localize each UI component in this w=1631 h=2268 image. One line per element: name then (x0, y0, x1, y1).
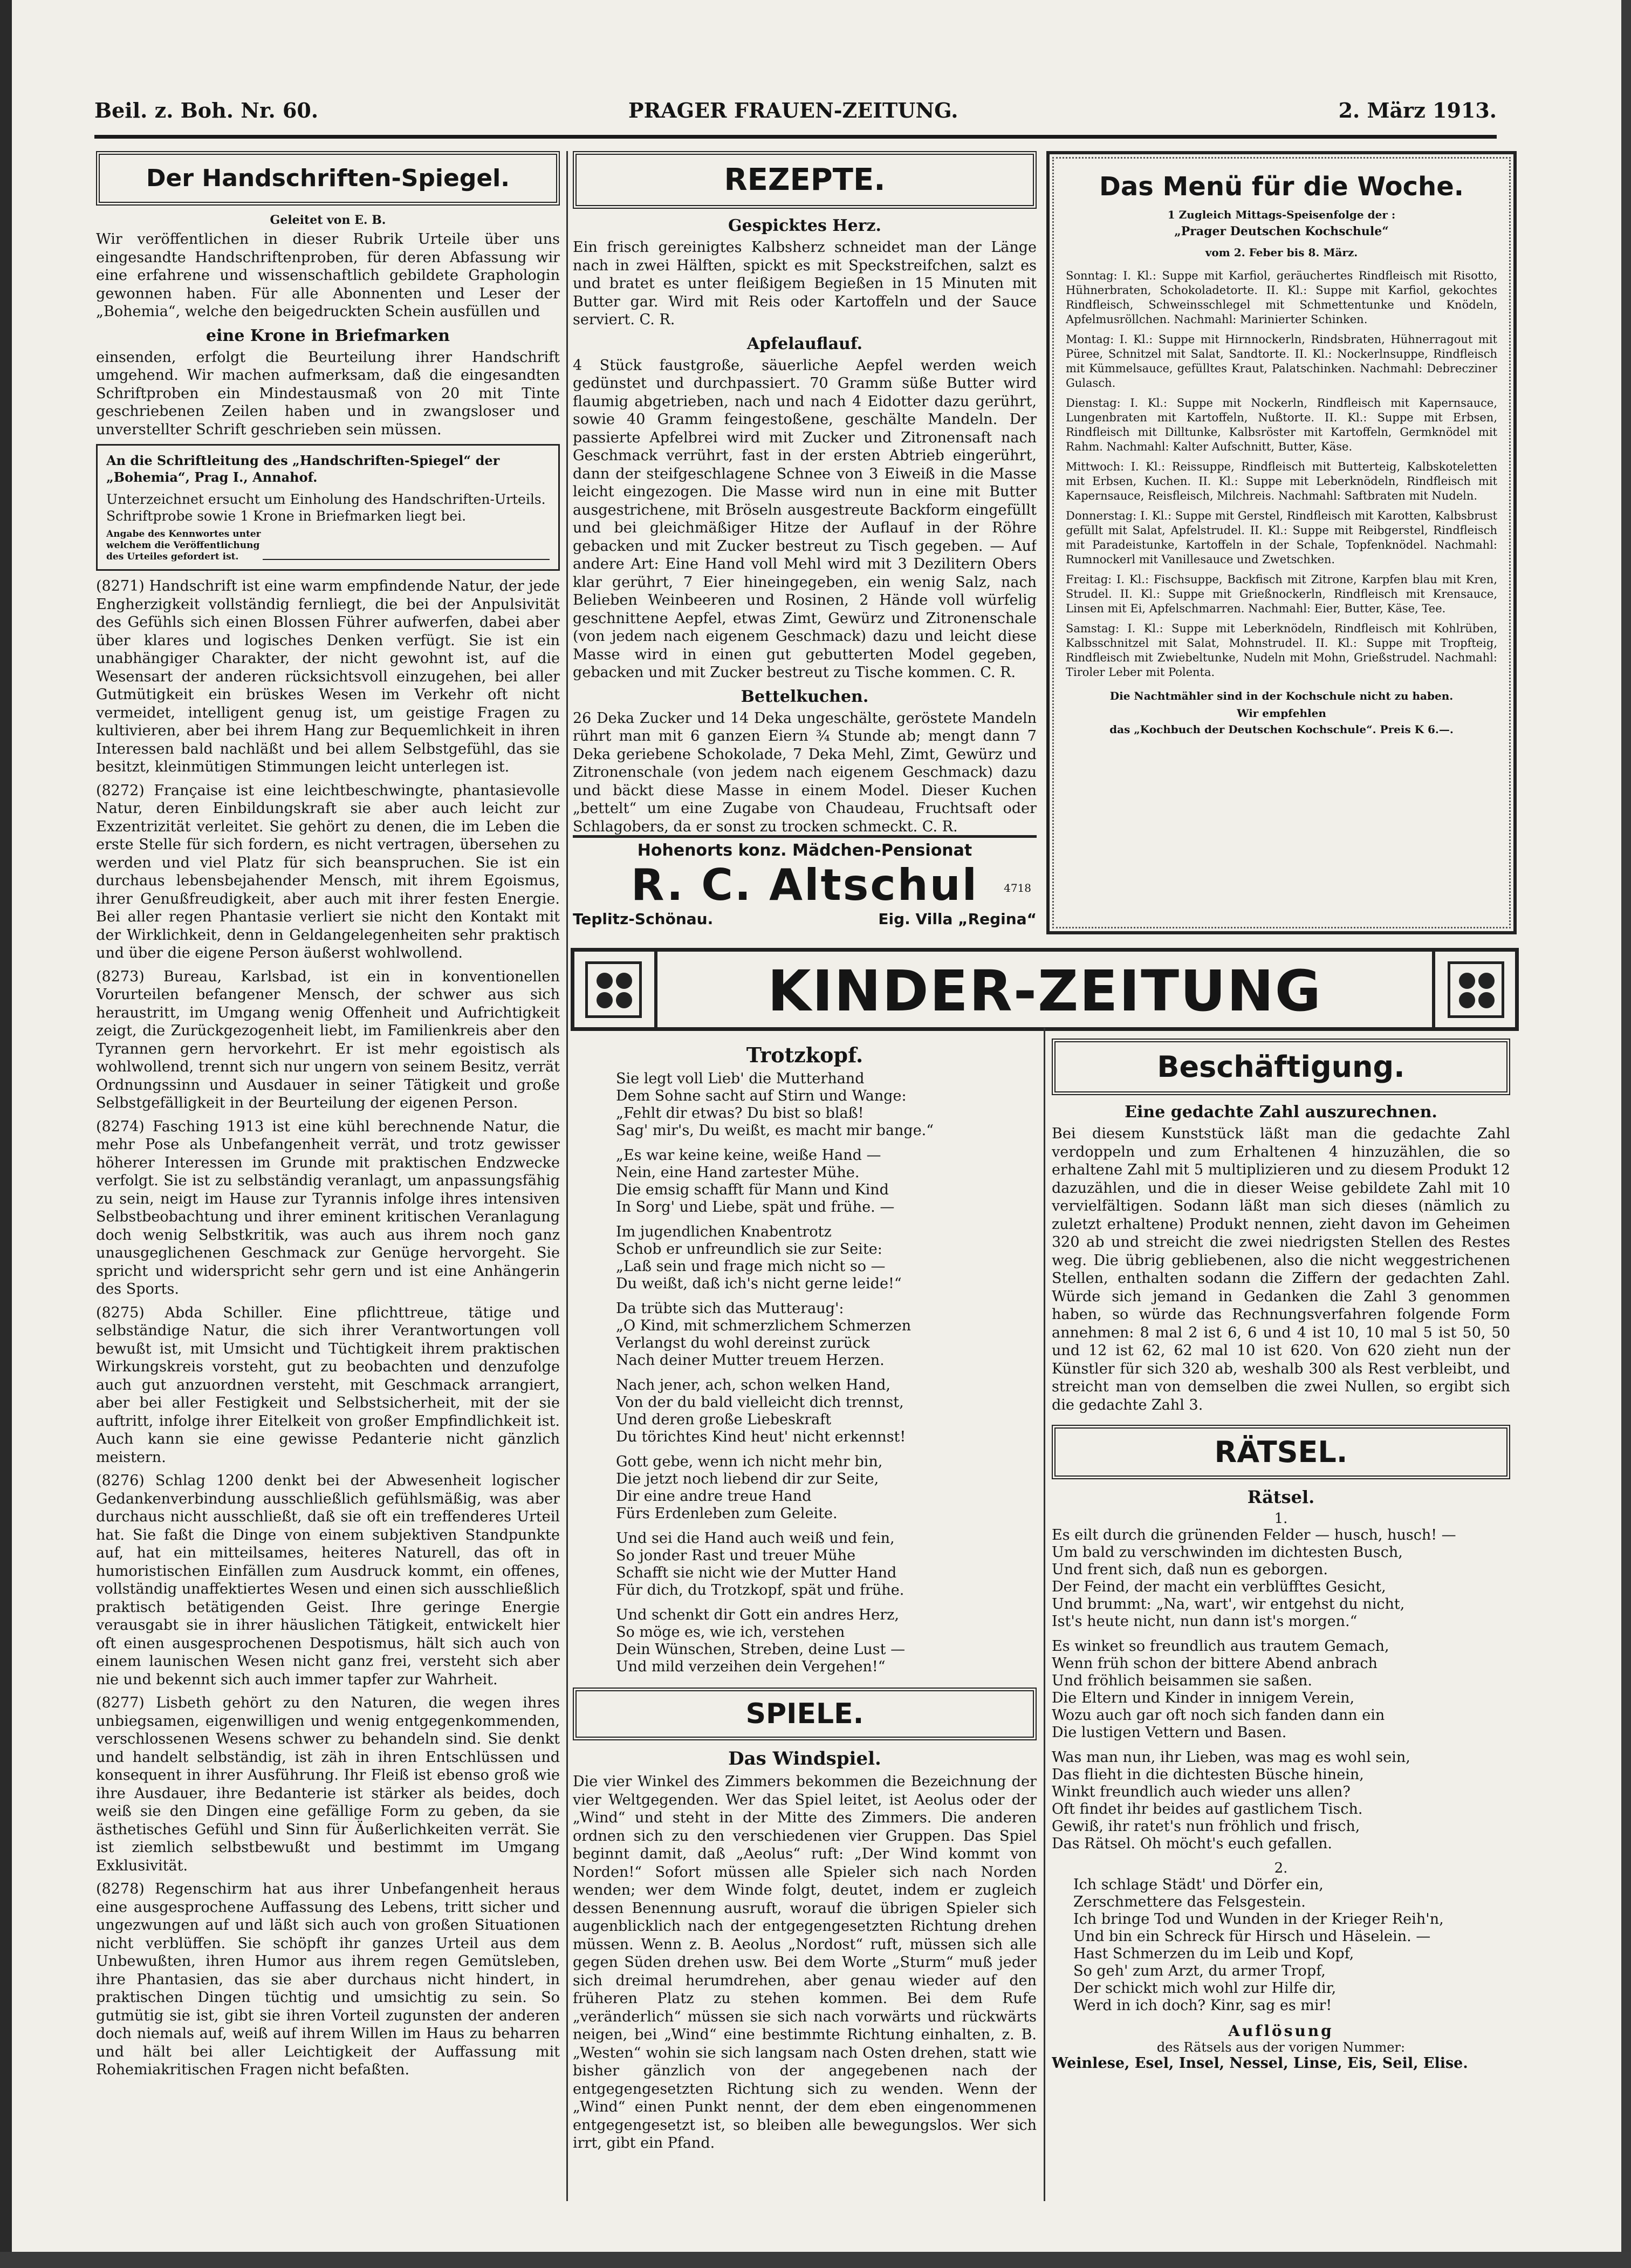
raetsel-line: Was man nun, ihr Lieben, was mag es wohl sein, (1052, 1749, 1410, 1766)
menu-title: Das Menü für die Woche. (1099, 172, 1464, 202)
menu-note: Die Nachtmähler sind in der Kochschule nicht zu haben. (1109, 689, 1454, 702)
poem-line: Und schenkt dir Gott ein andres Herz, (616, 1607, 899, 1623)
menu-thursday: Donnerstag: I. Kl.: Suppe mit Gerstel, Rindfleisch mit Karotten, Kalbsbrust gefüllt mit Salat, Apfelstrudel. II. Kl.: Suppe mit Reibgerstel, Rindfleisch mit Paradeistunke, Kartoffeln in der Schale, Topfenknödel. Nachmahl: Rumnockerl mit Vanillesauce und Zwetschken. (1066, 509, 1497, 566)
poem-line: Sag' mir's, Du weißt, es macht mir bange.“ (616, 1122, 934, 1139)
scan-edge-bottom (0, 2252, 1631, 2268)
raetsel-number-2: 2. (1274, 1860, 1288, 1876)
menu-tuesday: Dienstag: I. Kl.: Suppe mit Nockerln, Rindfleisch mit Kapernsauce, Lungenbraten mit Kartoffeln, Nußtorte. II. Kl.: Suppe mit Erbsen, Rindfleisch mit Dilltunke, Kalbsröster mit Kartoffeln, Germknödel mit Rahm. Nachmahl: Kalter Aufschnitt, Butter, Käse. (1066, 397, 1497, 453)
poem-line: Dem Sohne sacht auf Stirn und Wange: (616, 1088, 907, 1104)
raetsel-1 (1052, 1527, 1510, 1853)
raetsel-line: Zerschmettere das Felsgestein. (1073, 1894, 1306, 1910)
header-rule (94, 135, 1497, 139)
poem-line: Gott gebe, wenn ich nicht mehr bin, (616, 1453, 883, 1470)
menu-cookbook: das „Kochbuch der Deutschen Kochschule“. Preis K 6.—. (1109, 723, 1454, 736)
kinder-zeitung-title: KINDER-ZEITUNG (767, 958, 1322, 1024)
raetsel-stanza (1052, 1749, 1510, 1853)
recipe-name-3: Bettelkuchen. (741, 687, 869, 706)
order-coupon (96, 444, 560, 571)
poem-stanza (616, 1147, 1037, 1216)
menu-period: vom 2. Feber bis 8. März. (1205, 246, 1358, 259)
raetsel-line: Ich schlage Städt' und Dörfer ein, (1073, 1876, 1324, 1893)
raetsel-line: Gewiß, ihr ratet's nun fröhlich und frisch, (1052, 1818, 1360, 1835)
handschrift-column (96, 151, 560, 2201)
raetsel-line: So geh' zum Arzt, du armer Tropf, (1073, 1963, 1326, 1979)
raetsel-line: Wozu auch gar oft noch sich fanden dann ein (1052, 1707, 1385, 1724)
poem-line: Verlangst du wohl dereinst zurück (616, 1335, 870, 1351)
raetsel-line: Und fröhlich beisammen sie saßen. (1052, 1672, 1312, 1689)
game-name: Das Windspiel. (728, 1748, 881, 1770)
recipe-text-2: 4 Stück faustgroße, säuerliche Aepfel werden weich gedünstet und durchpassiert. 70 Gramm süße Butter wird flaumig abgetrieben, nach und nach 4 Eidotter dazu gerührt, sowie 40 Gramm feingestoßene, geschälte Mandeln. Der passierte Apfelbrei wird mit Zucker und Zitronensaft nach Geschmack verrührt, fast in der ersten Abtrieb eingerührt, dann der steifgeschlagene Schnee von 3 Eiweiß in die Masse leicht eingezogen. Die Masse wird nun in eine mit Butter ausgestrichene, mit Bröseln ausgestreute Backform eingefüllt und bei gleichmäßiger Hitze der Auflauf in der Röhre gebacken und mit Zucker bestreut zu Tisch gegeben. — Auf andere Art: Eine Hand voll Mehl wird mit 3 Dezilitern Obers klar gerührt, 7 Eier hineingegeben, ein wenig Salz, nach Belieben Weinbeeren und Rosinen, 2 Hände voll würfelig geschnittene Aepfel, etwas Zimt, Gewürz und Zitronenschale (von jedem nach eigenem Geschmack) dazu und leicht diese Masse wird in einen gut gebutterten Model gegeben, gebacken und mit Zucker bestreut zu Tische kommen. C. R. (573, 357, 1037, 681)
kinder-zeitung-banner (571, 948, 1519, 1031)
beschaeftigung-subtitle: Eine gedachte Zahl auszurechnen. (1125, 1103, 1437, 1122)
poem-line: Die jetzt noch liebend dir zur Seite, (616, 1471, 879, 1487)
poem-line: In Sorg' und Liebe, spät und frühe. — (616, 1199, 895, 1215)
raetsel-line: Und bin ein Schreck für Hirsch und Häselein. — (1073, 1928, 1431, 1945)
menu-recommend: Wir empfehlen (1237, 707, 1326, 720)
column-rule-1 (566, 151, 568, 2201)
raetsel-line: Und brummt: „Na, wart', wir entgehst du nicht, (1052, 1596, 1405, 1613)
ornament-right-icon (1448, 961, 1504, 1018)
poem-line: Nach jener, ach, schon welken Hand, (616, 1377, 890, 1393)
game-text: Die vier Winkel des Zimmers bekommen die Bezeichnung der vier Weltgegenden. Wer das Spiel leitet, ist Aeolus oder der „Wind“ und steht in der Mitte des Zimmers. Die anderen ordnen sich zu den verschiedenen vier Gruppen. Das Spiel beginnt damit, daß „Aeolus“ ruft: „Der Wind kommt von Norden!“ Sofort müssen alle Spieler sich nach Norden wenden; wer dem Winde folgt, deutet, indem er zugleich dessen Benennung ausruft, worauf die übrigen Spieler sich augenblicklich nach der entgegengesetzten Richtung drehen müssen. Wenn z. B. Aeolus „Nordost“ ruft, müssen sich alle gegen Süden drehen usw. Bei dem Worte „Sturm“ muß jeder sich dreimal herumdrehen, aber genau wieder auf den früheren Platz zu stehen kommen. Bei dem Rufe „veränderlich“ müssen sie sich nach vorwärts und rückwärts neigen, bei „Wind“ eine bestimmte Richtung einhalten, z. B. „Westen“ wohin sie sich langsam nach Osten drehen, statt wie bisher gänzlich von der angegebenen nach der entgegengesetzten Richtung sich zu wenden. Wenn der „Wind“ einen Punkt nennt, der dem eben eingenommenen entgegengesetzt ist, so bleiben alle bewegungslos. Wer sich irrt, gibt ein Pfand. (573, 1773, 1037, 2151)
ad-company-name: R. C. Altschul (631, 860, 979, 910)
poem-stanza (616, 1300, 1037, 1369)
rezepte-section (573, 151, 1037, 842)
raetsel-line: Die Eltern und Kinder in innigem Verein, (1052, 1690, 1355, 1706)
poem-line: „Laß sein und frage mich nicht so — (616, 1258, 886, 1275)
beschaeftigung-title: Beschäftigung. (1052, 1039, 1510, 1095)
raetsel-line: Werd in ich doch? Kinr, sag es mir! (1073, 1997, 1332, 2014)
poem-line: „O Kind, mit schmerzlichem Schmerzen (616, 1317, 912, 1334)
poem-title: Trotzkopf. (746, 1043, 864, 1067)
raetsel-line: Der schickt mich wohl zur Hilfe dir, (1073, 1980, 1337, 1997)
raetsel-line: Es eilt durch die grünenden Felder — husch, husch! — (1052, 1527, 1456, 1543)
poem-trotzkopf (573, 1070, 1037, 1676)
raetsel-2 (1052, 1876, 1510, 2014)
ornament-left-icon (585, 961, 642, 1018)
header-issue: Beil. z. Boh. Nr. 60. (94, 98, 319, 122)
scan-edge-right (1621, 0, 1631, 2268)
poem-stanza (616, 1070, 1037, 1139)
raetsel-line: Der Feind, der macht ein verblüfftes Gesicht, (1052, 1579, 1386, 1595)
poem-line: „Fehlt dir etwas? Du bist so blaß! (616, 1105, 864, 1122)
handschrift-subtitle: Geleitet von E. B. (270, 213, 386, 227)
poem-line: Und deren große Liebeskraft (616, 1411, 832, 1428)
raetsel-line: Oft findet ihr beides auf gastlichem Tisch. (1052, 1801, 1363, 1818)
poem-line: Dein Wünschen, Streben, deine Lust — (616, 1641, 906, 1658)
poem-line: Dir eine andre treue Hand (616, 1488, 812, 1505)
poem-line: Sie legt voll Lieb' die Mutterhand (616, 1070, 865, 1087)
recipe-name-2: Apfelauflauf. (746, 334, 863, 353)
poem-line: Da trübte sich das Mutteraug': (616, 1300, 844, 1317)
poem-line: Im jugendlichen Knabentrotz (616, 1224, 832, 1240)
recipe-text-1: Ein frisch gereinigtes Kalbsherz schneidet man der Länge nach in zwei Hälften, spickt es mit Speckstreifchen, salzt es und bratet es unter fleißigem Begießen in 15 Minuten mit Butter gar. Wird mit Reis oder Kartoffeln und der Sauce serviert. C. R. (573, 239, 1037, 328)
raetsel-line: Und frent sich, daß nun es geborgen. (1052, 1561, 1328, 1578)
entry-8272: (8272) Française ist eine leichtbeschwingte, phantasievolle Natur, deren Einbildungskraft sie aber auch leicht zur Exzentrizität verleitet. Sie gehört zu denen, die im Leben die erste Stelle für sich fordern, es nicht vertragen, übersehen zu werden und viel Platz für sich beanspruchen. Sie ist ein durchaus lebensbejahender Mensch, mit ihrem Egoismus, ihrer Genußfreudigkeit, aber auch mit ihrer festen Energie. Bei aller regen Phantasie verliert sie nicht den Kontakt mit der Wirklichkeit, denn in Geldangelegenheiten sehr praktisch und über die eigene Person äußerst wohlwollend. (96, 782, 560, 961)
coupon-field-label: Angabe des Kennwortes unter welchem die Veröffentlichung des Urteiles gefordert ist. (106, 529, 261, 562)
raetsel-line: Das Rätsel. Oh möcht's euch gefallen. (1052, 1835, 1332, 1852)
coupon-field-line (263, 532, 550, 560)
coupon-text: Unterzeichnet ersucht um Einholung des Handschriften-Urteils. Schriftprobe sowie 1 Krone in Briefmarken liegt bei. (106, 491, 546, 524)
menu-friday: Freitag: I. Kl.: Fischsuppe, Backfisch mit Zitrone, Karpfen blau mit Kren, Strudel. II. Kl.: Suppe mit Grießnockerln, Rindfleisch mit Krensauce, Linsen mit Ei, Apfelschmarren. Nachmahl: Eier, Butter, Käse, Tee. (1066, 573, 1497, 615)
entry-8271: (8271) Handschrift ist eine warm empfindende Natur, der jede Engherzigkeit vollständig fernliegt, die bei der Anpulsivität des Gefühls sich einen Blossen Führer aufwerfen, dabei aber über klares und logisches Denken verfügt. Sie ist ein unabhängiger Charakter, der nicht gewohnt ist, auf die Wesensart der anderen rücksichtsvoll einzugehen, bei aller Gutmütigkeit ein brüskes Wesen im Verkehr oft nicht vermeidet, intelligent genug ist, um geistige Fragen zu kultivieren, aber bei ihrem Hang zur Bequemlichkeit in ihren Interessen bald nachläßt und bei allem Selbstgefühl, das sie besitzt, kleinmütigen Stimmungen leicht unterlegen ist. (96, 578, 560, 775)
kinder-left-column (573, 1039, 1037, 2198)
handschrift-title: Der Handschriften-Spiegel. (96, 151, 560, 206)
beschaeftigung-text: Bei diesem Kunststück läßt man die gedachte Zahl verdoppeln und zum Erhaltenen 4 hinzuzählen, die so erhaltene Zahl mit 5 multiplizieren und zu diesem Produkt 12 dazuzählen, und die in dieser Weise gebildete Zahl mit 10 vervielfältigen. Sodann läßt man sich dieses (nämlich zu zuletzt erhaltene) Produkt nennen, zieht davon im Geheimen 320 ab und streicht die zwei niedrigsten Stellen des Restes weg. Die übrig gebliebenen, also die nicht weggestrichenen Stellen, enthalten sodann die Ziffern der gedachten Zahl. Würde sich jemand in Gedanken die Zahl 3 genommen haben, so würde das Rechnungsverfahren folgende Form annehmen: 8 mal 2 ist 6, 6 und 4 ist 10, 10 mal 5 ist 50, 50 und 12 ist 62, 62 mal 10 ist 620. Von 620 zieht nun der Künstler für sich 320 ab, weshalb 300 als Rest verbleibt, und streicht man von demselben die zwei Nullen, so ergibt sich die gedachte Zahl 3. (1052, 1125, 1510, 1413)
scan-edge-left (0, 0, 12, 2268)
poem-line: Schafft sie nicht wie der Mutter Hand (616, 1565, 897, 1581)
entry-8273: (8273) Bureau, Karlsbad, ist ein in konventionellen Vorurteilen befangener Mensch, der schwer aus sich heraustritt, im Umgang wenig Offenheit und Aufrichtigkeit zeigt, die Zurückgezogenheit liebt, im Familienkreis aber den Tyrannen gern hervorkehrt. Er ist mehr egoistisch als wohlwollend, trennt sich nur ungern von seinem Besitz, verrät Ordnungssinn und Ausdauer in seiner Tätigkeit und große Selbstgefälligkeit in der Beurteilung der eigenen Person. (96, 968, 560, 1111)
poem-stanza (616, 1377, 1037, 1446)
poem-stanza (616, 1453, 1037, 1522)
handschrift-krone: eine Krone in Briefmarken (206, 326, 450, 345)
poem-stanza (616, 1530, 1037, 1599)
poem-line: Und sei die Hand auch weiß und fein, (616, 1530, 895, 1547)
entry-8274: (8274) Fasching 1913 ist eine kühl berechnende Natur, die mehr Pose als Unbefangenheit verrät, und trotz gewisser höherer Interessen im Grunde mit praktischen Endzwecke verfolgt. Sie ist zu selbständig veranlagt, um anpassungsfähig zu sein, neigt im Hause zur Tyrannis infolge ihres intensiven Selbstbeobachtung und ihrer eminent kritischen Veranlagung doch wenig Selbstkritik, was auch aus ihrem noch ganz unausgeglichenen Geschmack zur Genüge hervorgeht. Sie spricht und widerspricht sehr gern und ist eine Anhängerin des Sports. (96, 1118, 560, 1297)
ad-number: 4718 (1004, 882, 1031, 894)
column-rule-2 (1044, 1028, 1045, 2201)
poem-stanza (616, 1224, 1037, 1293)
poem-line: Nein, eine Hand zartester Mühe. (616, 1164, 860, 1181)
poem-line: Von der du bald vielleicht dich trennst, (616, 1394, 904, 1411)
raetsel-title: RÄTSEL. (1052, 1425, 1510, 1479)
recipe-name-1: Gespicktes Herz. (728, 216, 882, 235)
handschrift-intro2: einsenden, erfolgt die Beurteilung ihrer Handschrift umgehend. Wir machen aufmerksam, daß die eingesandten Schriftproben ein Mindestausmaß von 20 mit Tinte geschriebenen Zeilen haben und in zwangsloser und unverstellter Schrift geschrieben sein müssen. (96, 349, 560, 438)
poem-line: „Es war keine keine, weiße Hand — (616, 1147, 881, 1164)
coupon-field-row (106, 529, 550, 563)
menu-sunday: Sonntag: I. Kl.: Suppe mit Karfiol, geräuchertes Rindfleisch mit Risotto, Hühnerbraten, Schokoladetorte. II. Kl.: Suppe mit Karfiol, gekochtes Rindfleisch, Schweinsschlegel mit Schmettentunke und Knödeln, Apfelmusröllchen. Nachmahl: Marinierter Schinken. (1066, 269, 1497, 326)
poem-line: Du törichtes Kind heut' nicht erkennst! (616, 1429, 906, 1445)
entry-8276: (8276) Schlag 1200 denkt bei der Abwesenheit logischer Gedankenverbindung ausschließlich gefühlsmäßig, was aber durchaus nicht ausschließt, daß sie oft ein treffenderes Urteil hat. Sie faßt die Dinge von einem subjektiven Standpunkte auf, hat ein mitteilsames, heiteres Naturell, das oft in humoristischen Einfällen zum Ausdruck kommt, ein offenes, vollständig unaffektiertes Wesen und einen sich ausschließlich praktisch betätigenden Geist. Ihre geringe Energie verausgabt sie in ihrer häuslichen Tätigkeit, entwickelt hier oft einen ausgesprochenen Despotismus, hält sich auch von einem launischen Wesen nicht ganz frei, versteht sich aber nie und bekennt sich auch immer tapfer zur Wahrheit. (96, 1472, 560, 1688)
poem-line: Und mild verzeihen dein Vergehen!“ (616, 1658, 886, 1675)
poem-line: So möge es, wie ich, verstehen (616, 1624, 845, 1641)
poem-line: Die emsig schafft für Mann und Kind (616, 1181, 889, 1198)
raetsel-stanza (1052, 1638, 1510, 1741)
header-newspaper-title: PRAGER FRAUEN-ZEITUNG. (628, 98, 958, 122)
raetsel-line: Es winket so freundlich aus trautem Gemach, (1052, 1638, 1389, 1655)
menu-box (1046, 151, 1517, 934)
menu-saturday: Samstag: I. Kl.: Suppe mit Leberknödeln, Rindfleisch mit Kohlrüben, Kalbsschnitzel mit Salat, Mohnstrudel. II. Kl.: Suppe mit Tropfteig, Rindfleisch mit Zwiebeltunke, Nudeln mit Mohn, Grießstrudel. Nachmahl: Tiroler Leber mit Polenta. (1066, 622, 1497, 679)
raetsel-line: Winkt freundlich auch wieder uns allen? (1052, 1784, 1351, 1800)
ad-line1: Hohenorts konz. Mädchen-Pensionat (637, 841, 972, 860)
raetsel-line: Hast Schmerzen du im Leib und Kopf, (1073, 1945, 1354, 1962)
header-date: 2. März 1913. (1338, 98, 1497, 122)
page-header (94, 98, 1497, 131)
poem-line: Du weißt, daß ich's nicht gerne leide!“ (616, 1275, 902, 1292)
solution-subtitle: des Rätsels aus der vorigen Nummer: (1156, 2040, 1406, 2055)
solution-title: Auflösung (1228, 2022, 1334, 2040)
raetsel-line: Ist's heute nicht, nun dann ist's morgen.“ (1052, 1613, 1358, 1630)
raetsel-line: Die lustigen Vettern und Basen. (1052, 1724, 1287, 1741)
entry-8275: (8275) Abda Schiller. Eine pflichttreue, tätige und selbständige Natur, die sich ihrer Verantwortungen voll bewußt ist, mit Umsicht und Tüchtigkeit ihrem praktischen Wirkungskreis vorsteht, gut zu beobachten und denzufolge auch gut anzuordnen versteht, mit Geschmack arrangiert, aber bei aller Festigkeit und Selbstsicherheit, mit der sie auftritt, infolge ihrer Eitelkeit von großer Empfindlichkeit ist. Auch kann sie eine gewisse Pedanterie nicht gänzlich meistern. (96, 1304, 560, 1466)
kinder-right-column (1052, 1039, 1510, 2198)
raetsel-line: Wenn früh schon der bittere Abend anbrach (1052, 1655, 1378, 1672)
menu-wednesday: Mittwoch: I. Kl.: Reissuppe, Rindfleisch mit Butterteig, Kalbskoteletten mit Erbsen, Kuchen. II. Kl.: Suppe mit Leberknödeln, Rindfleisch mit Kapernsauce, Reisfleisch, Milchreis. Nachmahl: Saftbraten mit Nudeln. (1066, 460, 1497, 502)
entry-8278: (8278) Regenschirm hat aus ihrer Unbefangenheit heraus eine ausgesprochene Auffassung des Lebens, tritt sicher und ungezwungen auf und läßt sich auch von großen Situationen nicht verblüffen. Sie schöpft ihr ganzes Urteil aus dem Unbewußten, ihren Humor aus ihrem regen Gemütsleben, ihre Phantasien, das sie aber durchaus nicht hindert, in praktischen Dingen tüchtig und umsichtig zu sein. So gutmütig sie ist, gibt sie ihren Vorteil zugunsten der anderen doch niemals auf, weiß auf ihrem Willen im Haus zu beharren und hält bei aller Leichtigkeit der Auffassung mit Rohemiakritischen Fragen nicht befaßten. (96, 1881, 560, 2078)
advertisement (573, 835, 1037, 935)
rezepte-title: REZEPTE. (573, 151, 1037, 209)
menu-sub1: 1 Zugleich Mittags-Speisenfolge der : (1167, 208, 1396, 221)
poem-line: Fürs Erdenleben zum Geleite. (616, 1505, 838, 1522)
menu-sub2: „Prager Deutschen Kochschule“ (1174, 224, 1389, 238)
menu-monday: Montag: I. Kl.: Suppe mit Hirnnockerln, Rindsbraten, Hühnerragout mit Püree, Schnitzel mit Salat, Sandtorte. II. Kl.: Nockerlnsuppe, Rindfleisch mit Kümmelsauce, gefülltes Kraut, Palatschinken. Nachmahl: Debrecziner Gulasch. (1066, 333, 1497, 390)
raetsel-stanza (1052, 1527, 1510, 1630)
raetsel-line: Das flieht in die dichtesten Büsche hinein, (1052, 1766, 1364, 1783)
poem-line: Nach deiner Mutter treuem Herzen. (616, 1352, 885, 1369)
recipe-text-3: 26 Deka Zucker und 14 Deka ungeschälte, geröstete Mandeln rührt man mit 6 ganzen Eiern ¾ Stunde ab; mengt dann 7 Deka geriebene Schokolade, 7 Deka Mehl, Zimt, Gewürz und Zitronenschale (von jedem nach eigenem Geschmack) dazu und bäckt diese Masse in einem Model. Dieser Kuchen „bettelt“ um eine Zugabe von Chaudeau, Fruchtsaft oder Schlagobers, da er sonst zu trocken schmeckt. C. R. (573, 709, 1037, 835)
raetsel-number-1: 1. (1274, 1511, 1288, 1527)
poem-line: So jonder Rast und treuer Mühe (616, 1547, 856, 1564)
spiele-title: SPIELE. (573, 1688, 1037, 1740)
coupon-address: An die Schriftleitung des „Handschriften-Spiegel“ der „Bohemia“, Prag I., Annahof. (106, 453, 500, 485)
poem-stanza (616, 1607, 1037, 1676)
raetsel-line: Ich bringe Tod und Wunden in der Krieger Reih'n, (1073, 1911, 1444, 1928)
poem-line: Für dich, du Trotzkopf, spät und frühe. (616, 1582, 904, 1598)
ad-town: Teplitz-Schönau. (573, 910, 714, 928)
handschrift-intro: Wir veröffentlichen in dieser Rubrik Urteile über uns eingesandte Handschriftenproben, für deren Abfassung wir eine erfahrene und wissenschaftlich gebildete Graphologin gewonnen haben. Für alle Abonnenten und Leser der „Bohemia“, welche den beigedruckten Schein ausfüllen und (96, 231, 560, 320)
entry-8277: (8277) Lisbeth gehört zu den Naturen, die wegen ihres unbiegsamen, eigenwilligen und wenig entgegenkommenden, verschlossenen Wesens schwer zu behandeln sind. Sie denkt und handelt selbständig, ist zäh in ihren Entschlüssen und konsequent in ihrer Ausführung. Ihr Fleiß ist ebenso groß wie ihre Ausdauer, ihre Bedanterie ist stärker als beides, doch weiß sie den Dingen eine gefällige Form zu geben, da sie ästhetisches Gefühl und Sinn für Äußerlichkeiten verrät. Sie ist ziemlich selbstbewußt und bestimmt im Umgang Exklusivität. (96, 1695, 560, 1874)
banner-divider-right (1432, 952, 1435, 1027)
poem-line: Schob er unfreundlich sie zur Seite: (616, 1241, 882, 1258)
banner-divider-left (654, 952, 657, 1027)
raetsel-line: Um bald zu verschwinden im dichtesten Busch, (1052, 1544, 1403, 1561)
ad-villa: Eig. Villa „Regina“ (878, 910, 1037, 928)
raetsel-subtitle: Rätsel. (1247, 1487, 1315, 1507)
raetsel-stanza (1073, 1876, 1510, 2014)
solution-text: Weinlese, Esel, Insel, Nessel, Linse, Eis, Seil, Elise. (1052, 2055, 1468, 2072)
